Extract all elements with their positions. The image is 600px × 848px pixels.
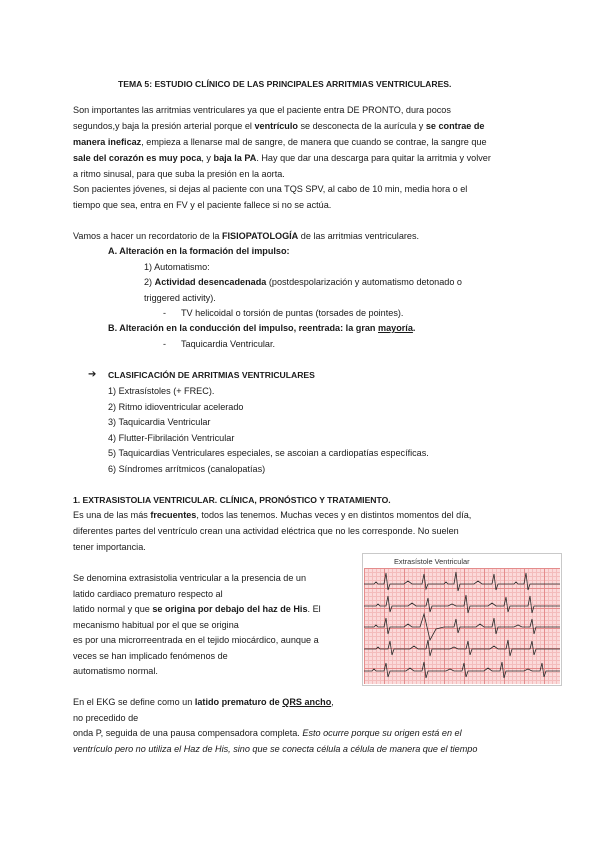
ekg-line-4: ventrículo pero no utiliza el Haz de His, sino que se conecta célula a célula de manera que el tiempo: [73, 744, 478, 754]
ecg-figure: [362, 553, 562, 686]
ecg-traces: [364, 568, 560, 684]
bullet-dash: -: [163, 308, 166, 318]
classification-item: 1) Extrasístoles (+ FREC).: [108, 386, 215, 396]
definition-line-2: latido cardiaco prematuro respecto al: [73, 589, 223, 599]
intro-line-7: tiempo que sea, entra en FV y el paciente fallece si no se actúa.: [73, 200, 332, 210]
definition-line-4: mecanismo habitual por el que se origina: [73, 620, 239, 630]
section-heading: 1. EXTRASISTOLIA VENTRICULAR. CLÍNICA, PRONÓSTICO Y TRATAMIENTO.: [73, 495, 391, 505]
ecg-lead-trace: [364, 662, 560, 678]
definition-line-5: es por una microrreentrada en el tejido miocárdico, aunque a: [73, 635, 319, 645]
ekg-line-2: no precedido de: [73, 713, 139, 723]
intro-line-1: Son importantes las arritmias ventriculares ya que el paciente entra DE PRONTO, dura pocos: [73, 105, 451, 115]
figure-caption: Extrasístole Ventricular: [394, 557, 470, 566]
page-title: TEMA 5: ESTUDIO CLÍNICO DE LAS PRINCIPALES ARRITMIAS VENTRICULARES.: [118, 79, 452, 89]
classification-item: 4) Flutter-Fibrilación Ventricular: [108, 433, 235, 443]
section-p3: tener importancia.: [73, 542, 146, 552]
definition-line-1: Se denomina extrasistolia ventricular a la presencia de un: [73, 573, 307, 583]
arrow-bullet-icon: ➔: [88, 369, 97, 380]
classification-title: CLASIFICACIÓN DE ARRITMIAS VENTRICULARES: [108, 370, 315, 380]
definition-line-3: latido normal y que se origina por debajo del haz de His. El: [73, 604, 321, 614]
classification-item: 2) Ritmo idioventricular acelerado: [108, 402, 244, 412]
classification-item: 5) Taquicardias Ventriculares especiales, se ascoian a cardiopatías específicas.: [108, 448, 429, 458]
ecg-lead-trace: [364, 595, 560, 613]
ekg-line-1: En el EKG se define como un latido prematuro de QRS ancho,: [73, 697, 334, 707]
ecg-strip-image: [364, 568, 560, 684]
definition-line-7: automatismo normal.: [73, 666, 158, 676]
ecg-lead-trace: [364, 640, 560, 656]
intro-line-2: segundos,y baja la presión arterial porque el ventrículo se desconecta de la aurícula y se contrae de: [73, 121, 485, 131]
physio-b-sub: Taquicardia Ventricular.: [181, 339, 276, 349]
classification-item: 3) Taquicardia Ventricular: [108, 417, 211, 427]
intro-line-6: Son pacientes jóvenes, si dejas al paciente con una TQS SPV, al cabo de 10 min, media hora o el: [73, 184, 468, 194]
intro-line-5: a ritmo sinusal, para que suba la presión en la aorta.: [73, 169, 285, 179]
physio-a-item-2: 2) Actividad desencadenada (postdespolarización y automatismo detonado o: [144, 277, 462, 287]
intro-line-4: sale del corazón es muy poca, y baja la PA. Hay que dar una descarga para quitar la arritmia y volver: [73, 153, 491, 163]
physio-a-title: A. Alteración en la formación del impulso:: [108, 246, 290, 256]
section-p2: diferentes partes del ventrículo crean una actividad eléctrica que no les corresponde. No suelen: [73, 526, 459, 536]
ecg-lead-trace: [364, 614, 560, 640]
ecg-lead-trace: [364, 572, 560, 591]
intro-line-3: manera ineficaz, empieza a llenarse mal de sangre, de manera que cuando se contrae, la sangre que: [73, 137, 487, 147]
ekg-line-3: onda P, seguida de una pausa compensadora completa. Esto ocurre porque su origen está en el: [73, 728, 462, 738]
definition-line-6: veces se han implicado fenómenos de: [73, 651, 228, 661]
physio-a-sub: TV helicoidal o torsión de puntas (torsades de pointes).: [181, 308, 404, 318]
bullet-dash: -: [163, 339, 166, 349]
physio-b-title: B. Alteración en la conducción del impulso, reentrada: la gran mayoría.: [108, 323, 416, 333]
physio-lead: Vamos a hacer un recordatorio de la FISIOPATOLOGÍA de las arritmias ventriculares.: [73, 231, 420, 241]
section-p1: Es una de las más frecuentes, todos las tenemos. Muchas veces y en distintos momentos del día,: [73, 510, 472, 520]
classification-item: 6) Síndromes arrítmicos (canalopatías): [108, 464, 266, 474]
physio-a-item-1: 1) Automatismo:: [144, 262, 210, 272]
physio-a-item-2-cont: triggered activity).: [144, 293, 216, 303]
